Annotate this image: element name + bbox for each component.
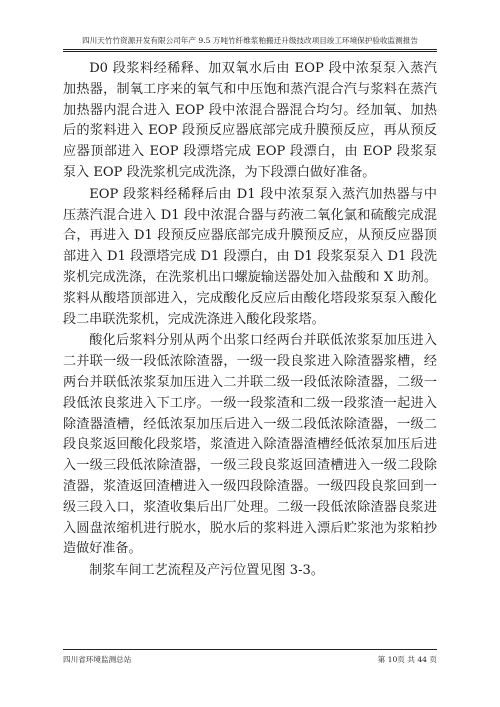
paragraph-acidification-screening: 酸化后浆料分别从两个出浆口经两台并联低浓浆泵加压进入二并联一级一段低浓除渣器，一级一段良浆进入除渣器浆槽，经两台并联低浓浆泵加压进入二并联二级一段低浓除渣器，二级一段低浓良浆进入下工序。一级一段浆渣和二级一段浆渣一起进入除渣器渣槽，经低浓泵加压后进入一级二段低浓除渣器，一级二段良浆返回酸化段浆塔，浆渣进入除渣器渣槽经低浓泵加压后进入一级三段低浓除渣器，一级三段良浆返回渣槽进入一级二段除渣器，浆渣返回渣槽进入一级四段除渣器。一级四段良浆回到一级三段入口，浆渣收集后出厂处理。二级一段低浓除渣器良浆进入圆盘浓缩机进行脱水，脱水后的浆料进入漂后贮浆池为浆粕抄造做好准备。: [63, 333, 437, 557]
paragraph-eop-d1: EOP 段浆料经稀释后由 D1 段中浓泵泵入蒸汽加热器与中压蒸汽混合进入 D1 段中浓混合器与药液二氧化氯和硫酸完成混合，再进入 D1 段预反应器底部完成升膜预反应，从预反应器顶部进入 D1 段漂塔完成 D1 段漂白，由 D1 段浆泵泵入 D1 段洗浆机完成洗涤，在洗浆机出口螺旋输送器处加入盐酸和 X 助剂。浆料从酸塔顶部进入，完成酸化反应后由酸化塔段浆泵泵入酸化段二串联洗浆机，完成洗涤进入酸化段浆塔。: [63, 186, 437, 327]
header-divider: [63, 49, 437, 52]
footer-organization: 四川省环境监测总站: [63, 655, 132, 664]
paragraph-figure-reference: 制浆车间工艺流程及产污位置见图 3-3。: [89, 563, 324, 579]
report-body: [63, 59, 437, 582]
running-header: 四川天竹竹资源开发有限公司年产 9.5 万吨竹纤维浆粕搬迁升级技改项目竣工环境保护验收监测报告: [82, 36, 418, 45]
paragraph-d0-eop: D0 段浆料经稀释、加双氧水后由 EOP 段中浓泵泵入蒸汽加热器，制氧工序来的氧气和中压饱和蒸汽混合汽与浆料在蒸汽加热器内混合进入 EOP 段中浓混合器混合均匀。经加氧、加热后的浆料进入 EOP 段预反应器底部完成升膜预反应，再从预反应器顶部进入 EOP 段漂塔完成 EOP 段漂白，由 EOP 段浆泵泵入 EOP 段洗浆机完成洗涤，为下段漂白做好准备。: [63, 61, 437, 180]
footer-divider: [63, 649, 437, 650]
footer-page-number: 第 10页 共 44 页: [377, 655, 437, 664]
